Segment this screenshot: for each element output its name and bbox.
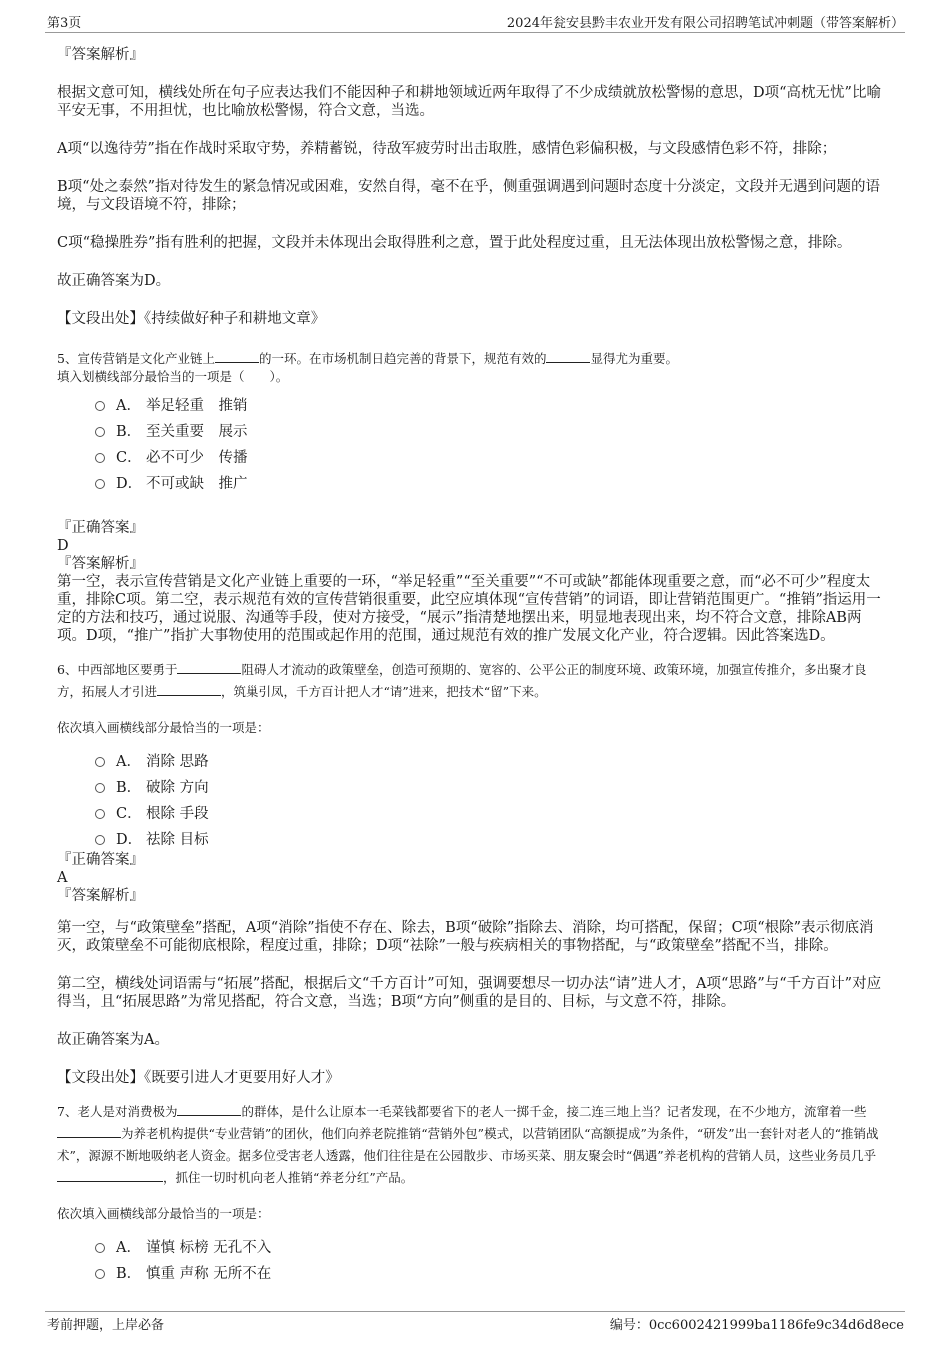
page-content — [57, 46, 887, 1285]
q6-answer-label: 『正确答案』 — [57, 852, 144, 868]
q6-option-d[interactable]: D． 祛除 目标 — [57, 825, 887, 851]
q6-blank-2 — [157, 683, 221, 696]
q6-option-c[interactable]: C． 根除 手段 — [57, 799, 887, 825]
radio-icon[interactable] — [95, 757, 105, 767]
q5-answer: D — [57, 538, 69, 554]
q5-option-b[interactable]: B． 至关重要 展示 — [57, 417, 887, 443]
q4-source: 【文段出处】《持续做好种子和耕地文章》 — [57, 311, 326, 327]
q5-instruction: 填入划横线部分最恰当的一项是（ ）。 — [57, 369, 289, 384]
q6-blank-1 — [177, 661, 241, 674]
radio-icon[interactable] — [95, 1269, 105, 1279]
q5-option-c[interactable]: C． 必不可少 传播 — [57, 443, 887, 469]
q7-blank-1 — [177, 1103, 241, 1116]
q6-conclusion: 故正确答案为A。 — [57, 1032, 169, 1048]
q5-analysis: 第一空，表示宣传营销是文化产业链上重要的一环，“举足轻重”“至关重要”“不可或缺”都能体现重要之意，而“必不可少”程度太重，排除C项。第二空，表示规范有效的宣传营销很重要，此空应填体现“宣传营销”的词语，即让营销范围更广。“推销”指运用一定的方法和技巧，通过说服、沟通等手段，使对方接受，“展示”指清楚地摆出来，明显地表现出来，均不符合文意，排除AB两项。D项，“推广”指扩大事物使用的范围或起作用的范围，通过规范有效的推广发展文化产业，符合逻辑。因此答案选D。 — [57, 574, 881, 644]
q5-stem: 5、宣传营销是文化产业链上 的一环。在市场机制日趋完善的背景下，规范有效的 显得尤为重要。 — [57, 351, 678, 366]
q7-instruction: 依次填入画横线部分最恰当的一项是： — [57, 1206, 270, 1221]
q6-stem: 6、中西部地区要勇于 阻碍人才流动的政策壁垒，创造可预期的、宽容的、公平公正的制度环境、政策环境，加强宣传推介，多出聚才良方，拓展人才引进 ，筑巢引凤，千方百计把人才“请”进来，把技术“留”下来。 — [57, 662, 867, 699]
q7-option-a[interactable]: A． 谨慎 标榜 无孔不入 — [57, 1233, 887, 1259]
q7-option-b[interactable]: B． 慎重 声称 无所不在 — [57, 1259, 887, 1285]
q6-analysis-label: 『答案解析』 — [57, 888, 144, 904]
q5-analysis-label: 『答案解析』 — [57, 556, 144, 572]
q7-stem: 7、老人是对消费极为 的群体，是什么让原本一毛菜钱都要省下的老人一掷千金，接二连三地上当？记者发现，在不少地方，流窜着一些为养老机构提供“专业营销”的团伙，他们向养老院推销“营销外包”模式，以营销团队“高额提成”为条件，“研发”出一套针对老人的“推销战术”，源源不断地吸纳老人资金。据多位受害老人透露，他们往往是在公园散步、市场买菜、朋友聚会时“偶遇”养老机构的营销人员，这些业务员几乎，抓住一切时机向老人推销“养老分红”产品。 — [57, 1104, 879, 1185]
q4-analysis-p1: 根据文意可知，横线处所在句子应表达我们不能因种子和耕地领域近两年取得了不少成绩就放松警惕的意思，D项“高枕无忧”比喻平安无事，不用担忧，也比喻放松警惕，符合文意，当选。 — [57, 85, 881, 119]
document-title: 2024年瓮安县黔丰农业开发有限公司招聘笔试冲刺题（带答案解析） — [506, 16, 904, 31]
radio-icon[interactable] — [95, 835, 105, 845]
q5-blank-2 — [546, 350, 590, 363]
q5-blank-1 — [215, 350, 259, 363]
q4-conclusion: 故正确答案为D。 — [57, 273, 171, 289]
q6-instruction: 依次填入画横线部分最恰当的一项是： — [57, 720, 270, 735]
radio-icon[interactable] — [95, 453, 105, 463]
footer-divider — [45, 1311, 905, 1312]
radio-icon[interactable] — [95, 1243, 105, 1253]
q5-answer-label: 『正确答案』 — [57, 520, 144, 536]
q4-analysis-label: 『答案解析』 — [57, 47, 144, 63]
header-divider — [45, 32, 905, 33]
q6-option-a[interactable]: A． 消除 思路 — [57, 747, 887, 773]
q6-analysis-p2: 第二空，横线处词语需与“拓展”搭配，根据后文“千方百计”可知，强调要想尽一切办法“请”进人才，A项“思路”与“千方百计”对应得当，且“拓展思路”为常见搭配，符合文意，当选；B项“方向”侧重的是目的、目标，与文意不符，排除。 — [57, 976, 882, 1010]
radio-icon[interactable] — [95, 427, 105, 437]
radio-icon[interactable] — [95, 783, 105, 793]
q6-answer: A — [57, 870, 68, 886]
page-number: 第3页 — [47, 16, 82, 31]
q5-option-d[interactable]: D． 不可或缺 推广 — [57, 469, 887, 495]
radio-icon[interactable] — [95, 401, 105, 411]
q6-source: 【文段出处】《既要引进人才更要用好人才》 — [57, 1070, 340, 1086]
q6-analysis-p1: 第一空，与“政策壁垒”搭配，A项“消除”指使不存在、除去，B项“破除”指除去、消除，均可搭配，保留；C项“根除”表示彻底消灭，政策壁垒不可能彻底根除，程度过重，排除；D项“祛除”一般与疾病相关的事物搭配，与“政策壁垒”搭配不当，排除。 — [57, 920, 874, 954]
document-code: 编号：0cc6002421999ba1186fe9c34d6d8ece — [609, 1318, 904, 1333]
q4-analysis-p3: B项“处之泰然”指对待发生的紧急情况或困难，安然自得，毫不在乎，侧重强调遇到问题时态度十分淡定，文段并无遇到问题的语境，与文段语境不符，排除； — [57, 179, 880, 213]
q4-analysis-p2: A项“以逸待劳”指在作战时采取守势，养精蓄锐，待敌军疲劳时出击取胜，感情色彩偏积极，与文段感情色彩不符，排除； — [57, 141, 837, 157]
q7-blank-3 — [57, 1169, 163, 1182]
q4-analysis-p4: C项“稳操胜券”指有胜利的把握，文段并未体现出会取得胜利之意，置于此处程度过重，且无法体现出放松警惕之意，排除。 — [57, 235, 852, 251]
footer-slogan: 考前押题，上岸必备 — [47, 1318, 165, 1333]
radio-icon[interactable] — [95, 479, 105, 489]
q5-option-a[interactable]: A． 举足轻重 推销 — [57, 391, 887, 417]
q6-option-b[interactable]: B． 破除 方向 — [57, 773, 887, 799]
q7-blank-2 — [57, 1125, 121, 1138]
radio-icon[interactable] — [95, 809, 105, 819]
